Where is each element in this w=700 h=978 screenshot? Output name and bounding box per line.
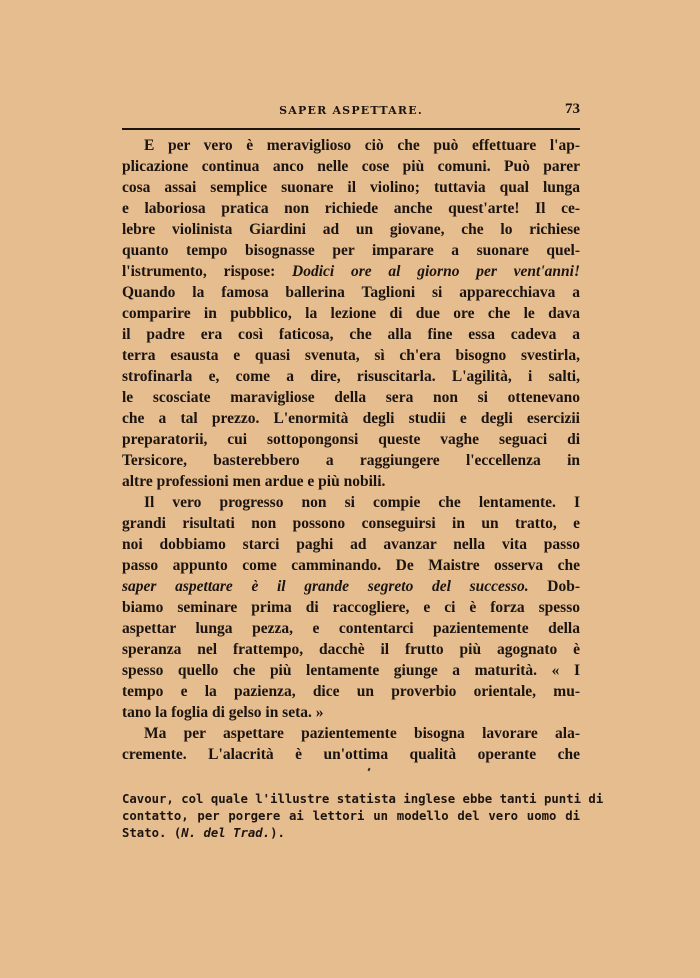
text-line	[122, 513, 580, 534]
text-run: tano la foglia di gelso in seta. »	[122, 704, 324, 721]
text-line	[122, 135, 580, 156]
text-run: Dob-	[528, 578, 580, 595]
text-run: Quando la famosa ballerina Taglioni si apparecchiava a	[122, 284, 580, 301]
text-line	[122, 534, 580, 555]
text-line	[122, 492, 580, 513]
text-run: comparire in pubblico, la lezione di due ore che le dava	[122, 305, 580, 322]
text-run: altre professioni men ardue e più nobili.	[122, 473, 386, 490]
text-line	[122, 618, 580, 639]
footnote	[122, 791, 604, 842]
text-run: l'istrumento, rispose:	[122, 263, 293, 280]
text-run: cosa assai semplice suonare il violino; tuttavia qual lunga	[122, 179, 580, 196]
text-run: preparatorii, cui sottopongonsi queste vaghe seguaci di	[122, 431, 580, 448]
text-run: Cavour, col quale l'illustre statista inglese ebbe tanti punti di	[122, 792, 604, 806]
text-line	[122, 366, 580, 387]
text-run: terra esausta e quasi svenuta, sì ch'era bisogno svestirla,	[122, 347, 580, 364]
text-line	[122, 261, 580, 282]
text-run: plicazione continua anco nelle cose più comuni. Può parer	[122, 158, 580, 175]
text-run: Il vero progresso non si compie che lentamente. I	[144, 494, 580, 511]
text-run: tempo e la pazienza, dice un proverbio orientale, mu-	[122, 683, 580, 700]
text-line	[122, 744, 580, 765]
text-line	[122, 177, 580, 198]
text-line	[122, 198, 580, 219]
text-run: aspettar lunga pezza, e contentarci pazientemente della	[122, 620, 580, 637]
italic-text: saper aspettare è il grande segreto del successo.	[122, 578, 529, 595]
text-run: Tersicore, basterebbero a raggiungere l'eccellenza in	[122, 452, 580, 469]
footnote-line	[122, 808, 580, 825]
text-line	[122, 282, 580, 303]
text-line	[122, 240, 580, 261]
text-run: quanto tempo bisognasse per imparare a suonare quel-	[122, 242, 580, 259]
text-run: ).	[270, 826, 285, 840]
header-rule	[122, 128, 580, 130]
text-run: e laboriosa pratica non richiede anche quest'arte! Il ce-	[122, 200, 580, 217]
ink-speck	[368, 768, 371, 772]
text-run: spesso quello che più lentamente giunge a maturità. « I	[122, 662, 580, 679]
text-run: biamo seminare prima di raccogliere, e ci è forza spesso	[122, 599, 580, 616]
text-line	[122, 702, 580, 723]
text-run: strofinarla e, come a dire, risuscitarla. L'agilità, i salti,	[122, 368, 580, 385]
text-run: speranza nel frattempo, dacchè il frutto più agognato è	[122, 641, 580, 658]
text-line	[122, 723, 580, 744]
text-run: cremente. L'alacrità è un'ottima qualità operante che	[122, 746, 580, 763]
text-run: passo appunto come camminando. De Maistre osserva che	[122, 557, 580, 574]
text-line	[122, 324, 580, 345]
text-run: Ma per aspettare pazientemente bisogna lavorare ala-	[144, 725, 580, 742]
text-line	[122, 681, 580, 702]
text-line	[122, 576, 580, 597]
text-run: il padre era così faticosa, che alla fine essa cadeva a	[122, 326, 580, 343]
text-run: contatto, per porgere ai lettori un modello del vero uomo di	[122, 809, 580, 823]
text-line	[122, 156, 580, 177]
text-line	[122, 471, 580, 492]
text-run: Stato. (	[122, 826, 182, 840]
page-header	[122, 101, 580, 124]
footnote-line	[122, 791, 604, 808]
text-line	[122, 660, 580, 681]
text-run: E per vero è meraviglioso ciò che può effettuare l'ap-	[144, 137, 580, 154]
text-line	[122, 345, 580, 366]
italic-text: N. del Trad.	[181, 826, 271, 840]
running-head: SAPER ASPETTARE.	[279, 104, 423, 117]
body-text	[122, 135, 580, 765]
text-line	[122, 450, 580, 471]
text-run: lebre violinista Giardini ad un giovane, che lo richiese	[122, 221, 580, 238]
text-line	[122, 597, 580, 618]
italic-text: Dodici ore al giorno per vent'anni!	[292, 263, 580, 280]
text-line	[122, 303, 580, 324]
text-line	[122, 408, 580, 429]
text-run: grandi risultati non possono conseguirsi in un tratto, e	[122, 515, 580, 532]
text-line	[122, 639, 580, 660]
text-run: le scosciate maravigliose della sera non si ottenevano	[122, 389, 580, 406]
text-line	[122, 219, 580, 240]
text-line	[122, 387, 580, 408]
text-line	[122, 555, 580, 576]
text-run: noi dobbiamo starci paghi ad avanzar nella vita passo	[122, 536, 580, 553]
footnote-line	[122, 825, 580, 842]
text-line	[122, 429, 580, 450]
text-run: che a tal prezzo. L'enormità degli studii e degli esercizii	[122, 410, 580, 427]
page-number: 73	[565, 101, 580, 117]
